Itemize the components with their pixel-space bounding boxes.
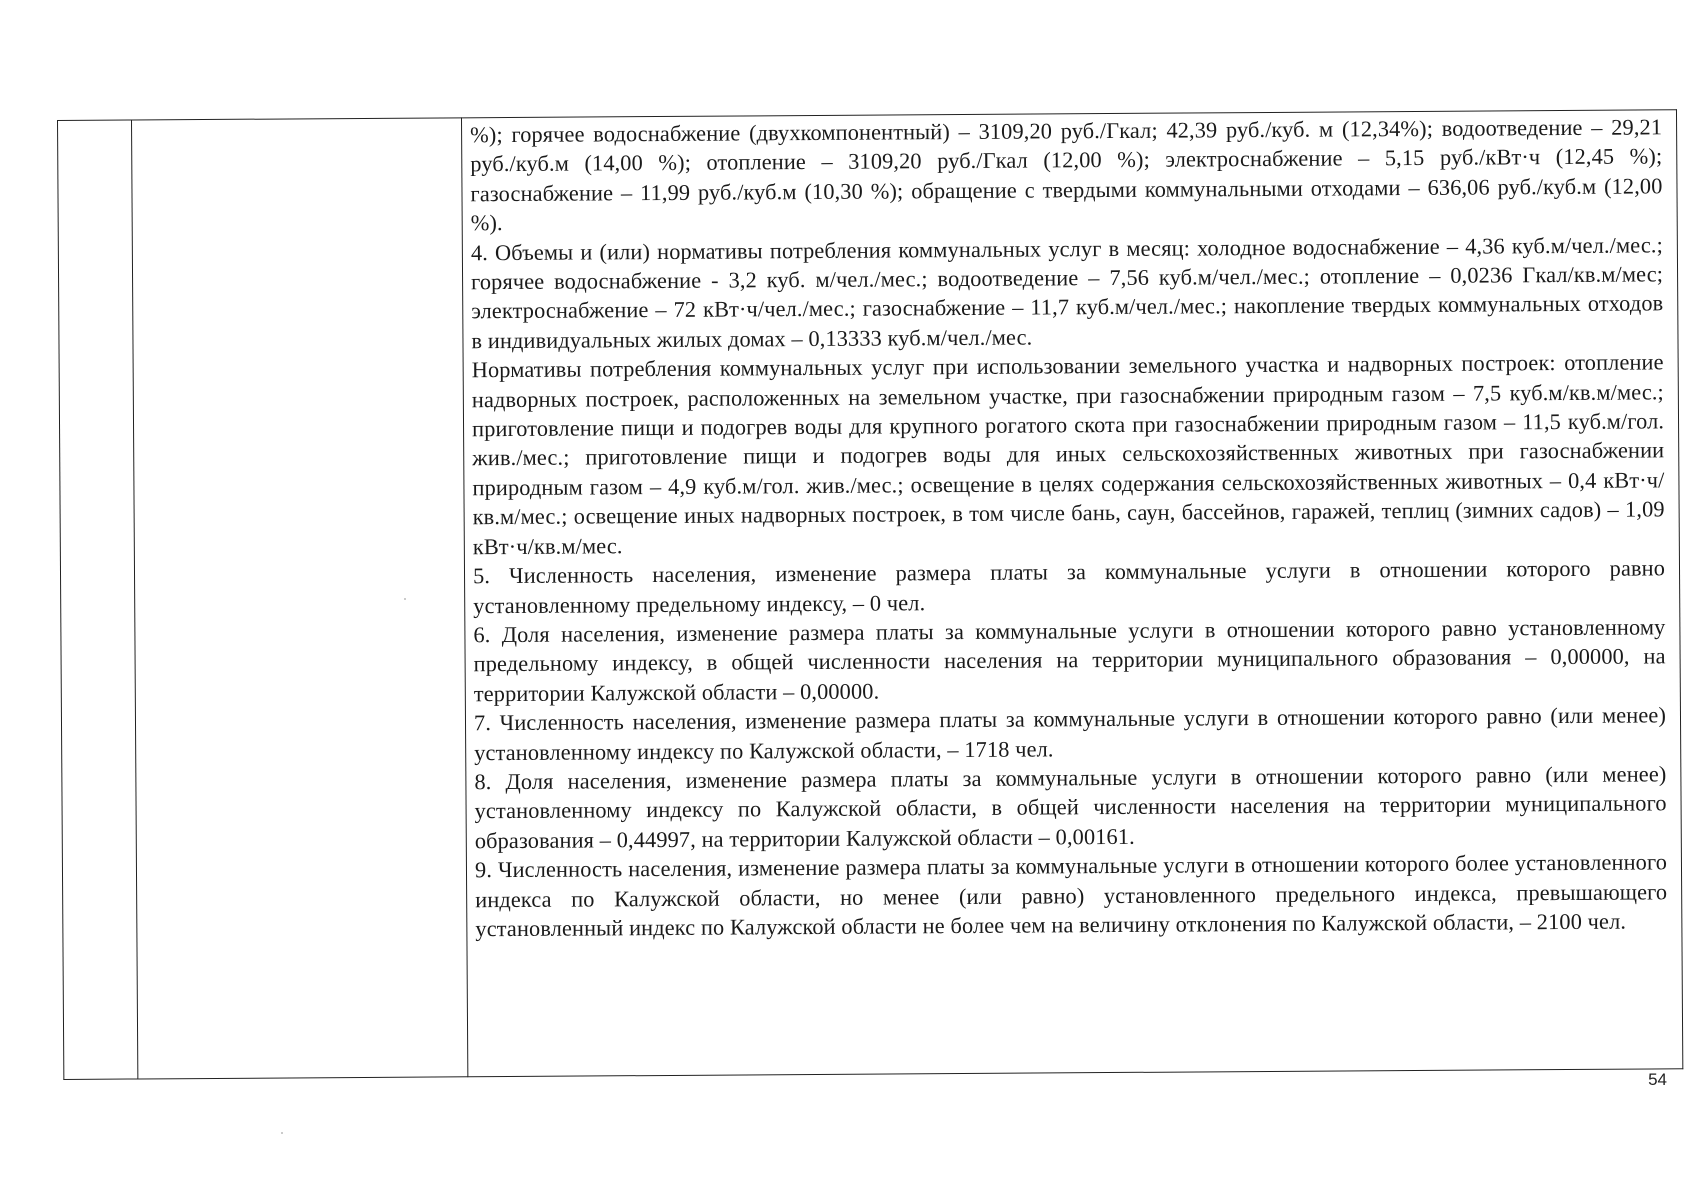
paragraph-tariffs-continued: %); горячее водоснабжение (двухкомпонентный) – 3109,20 руб./Гкал; 42,39 руб./куб. м (12,34%); водоотведение – 29,21 руб./куб.м (14,00 %); отопление – 3109,20 руб./Гкал (12,00 %); электроснабжение – 5,15 руб./кВт·ч (12,45 %); газоснабжение – 11,99 руб./куб.м (10,30 %); обращение с твердыми коммунальными отходами – 636,06 руб./куб.м (12,00 %). (470, 114, 1663, 236)
paragraph-item-5: 5. Численность населения, изменение размера платы за коммунальные услуги в отношении которого равно установленному предельному индексу, – 0 чел. (472, 555, 1666, 618)
scan-speck (281, 1132, 283, 1134)
page-number: 54 (1648, 1070, 1667, 1089)
scan-speck (404, 598, 406, 600)
paragraph-item-4-consumption-norms: 4. Объемы и (или) нормативы потребления коммунальных услуг в месяц: холодное водоснабжение – 4,36 куб.м/чел./мес.; горячее водоснабжение - 3,2 куб. м/чел./мес.; водоотведение – 7,56 куб.м/чел./мес.; отопление – 0,0236 Гкал/кв.м/мес; электроснабжение – 72 кВт·ч/чел./мес.; газоснабжение – 11,7 куб.м/чел./мес.; накопление твердых коммунальных отходов в индивидуальных жилых домах – 0,13333 куб.м/чел./мес. (470, 231, 1664, 354)
table-row (58, 110, 1683, 1080)
paragraph-item-8: 8. Доля населения, изменение размера платы за коммунальные услуги в отношении которого равно (или менее) установленному индексу по Калужской области, в общей численности населения на территории муниципального образования – 0,44997, на территории Калужской области – 0,00161. (474, 761, 1667, 853)
paragraph-land-plot-norms: Нормативы потребления коммунальных услуг при использовании земельного участка и надворных построек: отопление надворных построек, расположенных на земельном участке, при газоснабжении природным газом – 7,5 куб.м/кв.м/мес.; приготовление пищи и подогрев воды для крупного рогатого скота при газоснабжении природным газом – 11,5 куб.м/гол. жив./мес.; приготовление пищи и подогрев воды для иных сельскохозяйственных животных при газоснабжении природным газом – 4,9 куб.м/гол. жив./мес.; освещение в целях содержания сельскохозяйственных животных – 0,4 кВт·ч/кв.м/мес.; освещение иных надворных построек, в том числе бань, саун, бассейнов, гаражей, теплиц (зимних садов) – 1,09 кВт·ч/кв.м/мес. (471, 349, 1665, 559)
row-title-cell (132, 118, 468, 1079)
document-table (57, 109, 1683, 1080)
paragraph-item-7: 7. Численность населения, изменение размера платы за коммунальные услуги в отношении которого равно (или менее) установленному индексу по Калужской области, – 1718 чел. (473, 702, 1667, 765)
row-content-cell (461, 110, 1682, 1077)
paragraph-item-9: 9. Численность населения, изменение размера платы за коммунальные услуги в отношении которого более установленного индекса по Калужской области, но менее (или равно) установленного предельного индекса, превышающего установленный индекс по Калужской области не более чем на величину отклонения по Калужской области, – 2100 чел. (474, 849, 1668, 942)
row-number-cell (58, 120, 138, 1079)
paragraph-item-6: 6. Доля населения, изменение размера платы за коммунальные услуги в отношении которого равно установленному предельному индексу, в общей численности населения на территории муниципального образования – 0,00000, на территории Калужской области – 0,00000. (473, 614, 1666, 706)
